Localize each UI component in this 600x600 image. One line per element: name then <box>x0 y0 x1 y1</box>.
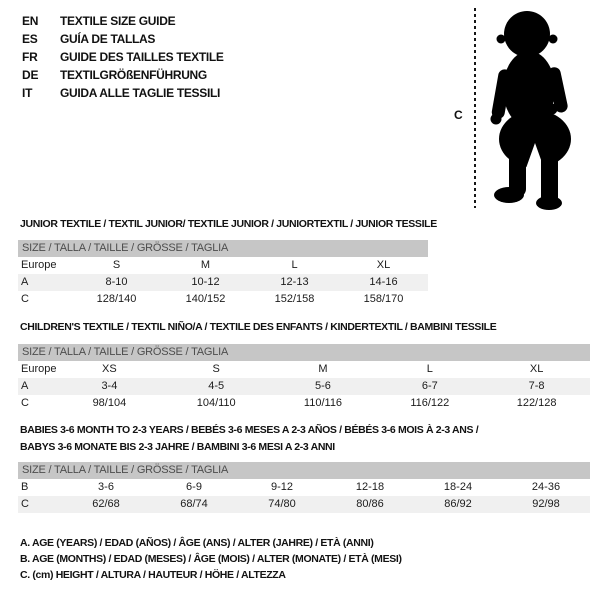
size-cell: S <box>112 259 121 271</box>
language-row <box>22 48 224 66</box>
row-label: B <box>21 481 29 493</box>
language-header <box>22 12 224 102</box>
size-cell: L <box>291 259 298 271</box>
table-row <box>18 274 428 291</box>
table-row <box>18 496 590 513</box>
size-cell: 7-8 <box>528 380 545 392</box>
row-label: C <box>21 498 29 510</box>
language-code: FR <box>22 50 38 64</box>
size-cell: 6-9 <box>186 481 202 493</box>
size-cell: 116/122 <box>410 397 450 409</box>
size-cell: 92/98 <box>532 498 560 510</box>
size-cell: 3-4 <box>101 380 118 392</box>
height-dashed-line <box>474 8 476 208</box>
size-cell: 140/152 <box>185 293 226 305</box>
footnotes <box>20 535 402 583</box>
size-cell: 8-10 <box>105 276 128 288</box>
size-cell: 104/110 <box>196 397 236 409</box>
size-cell: 18-24 <box>443 481 473 493</box>
size-cell: 12-13 <box>280 276 309 288</box>
size-cell: 80/86 <box>356 498 384 510</box>
section-title-children: CHILDREN'S TEXTILE / TEXTIL NIÑO/A / TEXTILE DES ENFANTS / KINDERTEXTIL / BAMBINI TESSILE <box>20 321 497 333</box>
note-b: B. AGE (MONTHS) / EDAD (MESES) / ÂGE (MOIS) / ALTER (MONATE) / ETÀ (MESI) <box>20 553 402 565</box>
table-row <box>18 291 428 308</box>
language-row <box>22 12 224 30</box>
row-label: Europe <box>21 259 57 271</box>
size-cell: 122/128 <box>516 397 557 409</box>
size-cell: L <box>426 363 433 375</box>
language-code: IT <box>22 86 33 100</box>
size-cell: 68/74 <box>180 498 208 510</box>
size-cell: 62/68 <box>92 498 120 510</box>
size-cell: M <box>200 259 211 271</box>
section-title-junior: JUNIOR TEXTILE / TEXTIL JUNIOR/ TEXTILE JUNIOR / JUNIORTEXTIL / JUNIOR TESSILE <box>20 218 437 230</box>
size-cell: M <box>318 363 328 375</box>
table-row <box>18 361 590 378</box>
table-header-bar: SIZE / TALLA / TAILLE / GRÖSSE / TAGLIA <box>18 344 590 361</box>
language-row <box>22 66 224 84</box>
section-title-babies-line1: BABIES 3-6 MONTH TO 2-3 YEARS / BEBÉS 3-6 MESES A 2-3 AÑOS / BÉBÉS 3-6 MOIS À 2-3 ANS / <box>20 424 479 436</box>
size-cell: 4-5 <box>208 380 225 392</box>
language-title: GUIDA ALLE TAGLIE TESSILI <box>60 86 221 100</box>
table-header-bar: SIZE / TALLA / TAILLE / GRÖSSE / TAGLIA <box>18 240 428 257</box>
language-title: GUÍA DE TALLAS <box>60 32 156 46</box>
language-row <box>22 84 224 102</box>
row-label: C <box>21 293 29 305</box>
section-title-babies-line2: BABYS 3-6 MONATE BIS 2-3 JAHRE / BAMBINI 3-6 MESI A 2-3 ANNI <box>20 441 335 453</box>
language-row <box>22 30 224 48</box>
language-code: EN <box>22 14 39 28</box>
language-code: DE <box>22 68 39 82</box>
size-cell: XL <box>529 363 544 375</box>
table-row <box>18 395 590 412</box>
size-cell: XL <box>376 259 391 271</box>
size-cell: 98/104 <box>92 397 127 409</box>
size-cell: 110/116 <box>303 397 343 409</box>
row-label: C <box>21 397 29 409</box>
language-code: ES <box>22 32 38 46</box>
row-label: A <box>21 276 29 288</box>
row-label: Europe <box>21 363 57 375</box>
table-row <box>18 479 590 496</box>
size-cell: S <box>212 363 220 375</box>
size-cell: 86/92 <box>444 498 472 510</box>
baby-silhouette <box>487 9 583 211</box>
language-title: TEXTILE SIZE GUIDE <box>60 14 176 28</box>
size-cell: 14-16 <box>369 276 398 288</box>
size-cell: 152/158 <box>274 293 315 305</box>
size-cell: 5-6 <box>315 380 331 392</box>
table-row <box>18 378 590 395</box>
note-a: A. AGE (YEARS) / EDAD (AÑOS) / ÂGE (ANS) / ALTER (JAHRE) / ETÀ (ANNI) <box>20 537 374 549</box>
children-size-table <box>18 344 590 412</box>
babies-size-table <box>18 462 590 513</box>
size-cell: 6-7 <box>421 380 438 392</box>
size-cell: XS <box>102 363 117 375</box>
size-cell: 10-12 <box>191 276 220 288</box>
size-cell: 158/170 <box>363 293 404 305</box>
size-cell: 3-6 <box>98 481 114 493</box>
language-title: TEXTILGRÖßENFÜHRUNG <box>60 68 207 82</box>
height-c-label: C <box>454 108 463 122</box>
size-cell: 12-18 <box>355 481 385 493</box>
size-cell: 9-12 <box>270 481 294 493</box>
size-cell: 74/80 <box>268 498 296 510</box>
language-title: GUIDE DES TAILLES TEXTILE <box>60 50 224 64</box>
junior-size-table <box>18 240 428 308</box>
table-row <box>18 257 428 274</box>
size-cell: 128/140 <box>96 293 137 305</box>
size-cell: 24-36 <box>531 481 561 493</box>
note-c: C. (cm) HEIGHT / ALTURA / HAUTEUR / HÖHE / ALTEZZA <box>20 569 286 581</box>
row-label: A <box>21 380 29 392</box>
table-header-bar: SIZE / TALLA / TAILLE / GRÖSSE / TAGLIA <box>18 462 590 479</box>
